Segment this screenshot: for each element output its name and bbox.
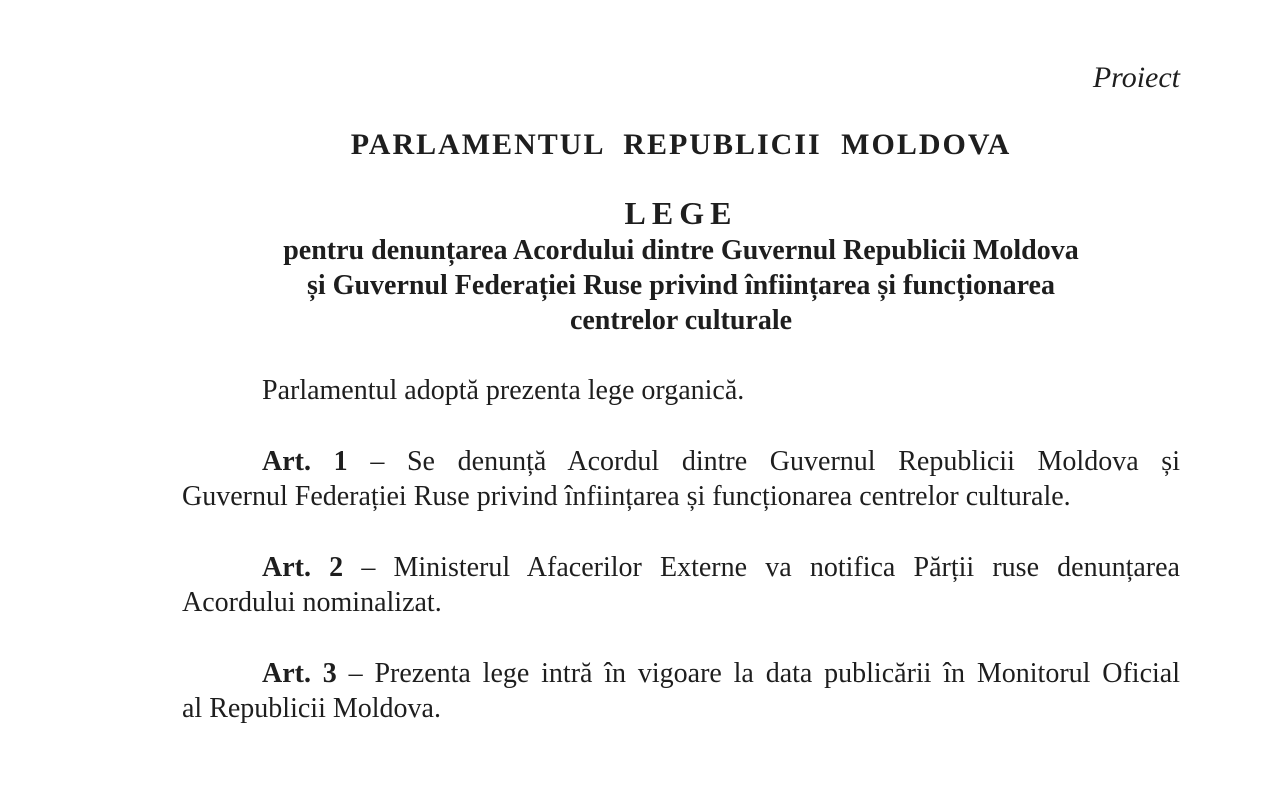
article-3 [182, 656, 1180, 726]
article-1-line-1 [182, 444, 1180, 479]
article-3-text: – Prezenta lege intră în vigoare la data publicării în Monitorul Oficial [348, 658, 1180, 689]
article-1-text: – Se denunță Acordul dintre Guvernul Republicii Moldova și [370, 446, 1180, 477]
law-title-line-3: centrelor culturale [569, 305, 793, 336]
act-type-heading: LEGE [624, 195, 738, 231]
article-2-label: Art. 2 [262, 552, 344, 583]
article-3-label: Art. 3 [262, 658, 337, 689]
article-3-line-1 [182, 656, 1180, 691]
article-1-label: Art. 1 [262, 446, 348, 477]
article-3-line-2: al Republicii Moldova. [182, 693, 441, 724]
law-title-line-1: pentru denunțarea Acordului dintre Guvernul Republicii Moldova [283, 235, 1079, 266]
article-2-text: – Ministerul Afacerilor Externe va notifica Părții ruse denunțarea [361, 552, 1180, 583]
institution-heading: PARLAMENTUL REPUBLICII MOLDOVA [350, 128, 1012, 161]
law-title [182, 233, 1180, 338]
draft-annotation: Proiect [1092, 61, 1180, 94]
article-2-line-1 [182, 550, 1180, 585]
law-title-line-2: și Guvernul Federației Ruse privind înființarea și funcționarea [307, 270, 1055, 301]
article-1-line-2: Guvernul Federației Ruse privind înființarea și funcționarea centrelor culturale. [182, 481, 1071, 512]
intro-paragraph: Parlamentul adoptă prezenta lege organică. [262, 375, 745, 406]
article-1 [182, 444, 1180, 514]
article-2 [182, 550, 1180, 620]
article-2-line-2: Acordului nominalizat. [182, 587, 442, 618]
